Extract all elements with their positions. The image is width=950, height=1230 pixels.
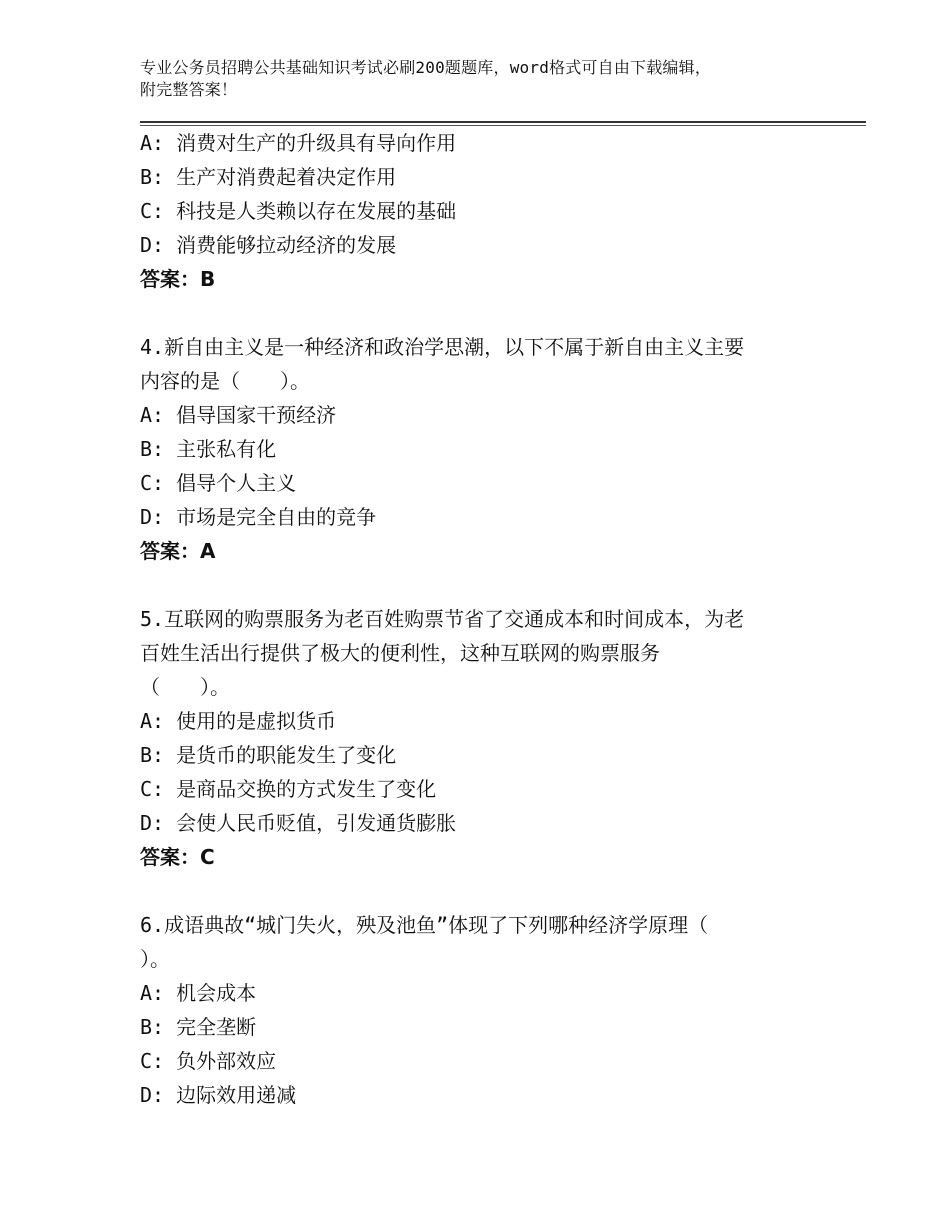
option-d: D: 消费能够拉动经济的发展 xyxy=(140,233,397,257)
question-stem-line: 5.互联网的购票服务为老百姓购票节省了交通成本和时间成本，为老 xyxy=(140,607,745,631)
header-divider-thick xyxy=(140,121,866,123)
answer-label: 答案：A xyxy=(140,539,216,563)
option-c: C: 是商品交换的方式发生了变化 xyxy=(140,777,437,801)
option-c: C: 负外部效应 xyxy=(140,1049,277,1073)
option-d: D: 市场是完全自由的竞争 xyxy=(140,505,377,529)
option-c: C: 倡导个人主义 xyxy=(140,471,297,495)
option-b: B: 生产对消费起着决定作用 xyxy=(140,165,397,189)
option-a: A: 使用的是虚拟货币 xyxy=(140,709,337,733)
question-list xyxy=(140,126,840,1112)
question-5 xyxy=(140,602,840,874)
question-stem-line: （ ）。 xyxy=(140,675,230,699)
option-b: B: 完全垄断 xyxy=(140,1015,257,1039)
question-stem-line: ）。 xyxy=(140,947,170,971)
question-stem-line: 内容的是（ ）。 xyxy=(140,369,310,393)
option-b: B: 是货币的职能发生了变化 xyxy=(140,743,397,767)
document-header xyxy=(140,57,840,101)
option-d: D: 会使人民币贬值，引发通货膨胀 xyxy=(140,811,457,835)
question-4 xyxy=(140,330,840,568)
answer-label: 答案：C xyxy=(140,845,215,869)
question-3 xyxy=(140,126,840,296)
question-stem-line: 4.新自由主义是一种经济和政治学思潮，以下不属于新自由主义主要 xyxy=(140,335,745,359)
question-6 xyxy=(140,908,840,1112)
header-line-2: 附完整答案！ xyxy=(140,80,238,99)
option-c: C: 科技是人类赖以存在发展的基础 xyxy=(140,199,457,223)
answer-label: 答案：B xyxy=(140,267,216,291)
header-line-1: 专业公务员招聘公共基础知识考试必刷200题题库，word格式可自由下载编辑， xyxy=(140,58,712,77)
option-a: A: 消费对生产的升级具有导向作用 xyxy=(140,131,457,155)
question-stem-line: 百姓生活出行提供了极大的便利性，这种互联网的购票服务 xyxy=(140,641,660,665)
option-a: A: 倡导国家干预经济 xyxy=(140,403,337,427)
option-b: B: 主张私有化 xyxy=(140,437,277,461)
option-a: A: 机会成本 xyxy=(140,981,257,1005)
option-d: D: 边际效用递减 xyxy=(140,1083,297,1107)
question-stem-line: 6.成语典故“城门失火，殃及池鱼”体现了下列哪种经济学原理（ xyxy=(140,913,709,937)
